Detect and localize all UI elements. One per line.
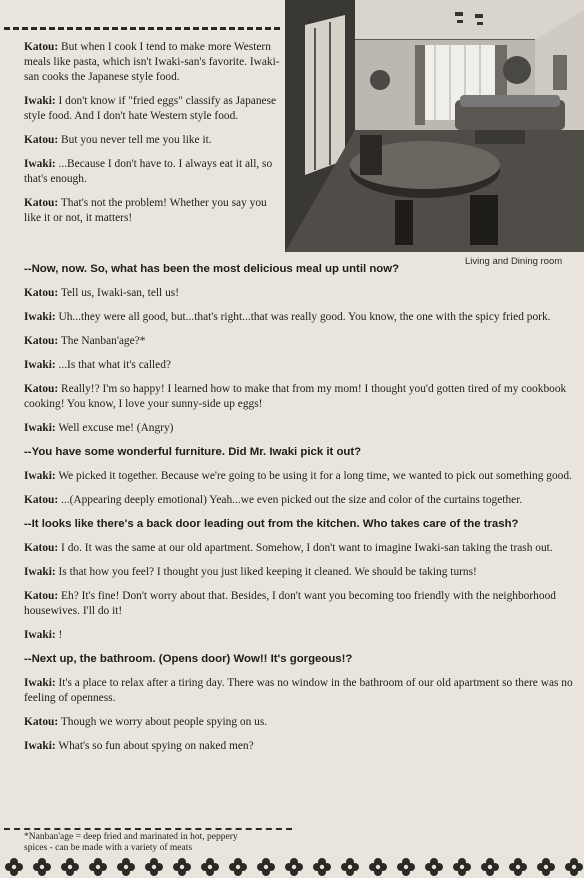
dialogue-text: We picked it together. Because we're going to be using it for a long time, we wanted to pick out something good. — [58, 470, 572, 482]
speaker-name: Iwaki: — [24, 158, 56, 170]
dialogue-text: But you never tell me you like it. — [61, 134, 212, 146]
dialogue-line — [24, 589, 580, 619]
footnote — [24, 832, 324, 854]
speaker-name: Iwaki: — [24, 470, 56, 482]
photo-caption: Living and Dining room — [465, 256, 563, 267]
dialogue-line — [24, 469, 580, 484]
speaker-name: Katou: — [24, 41, 59, 53]
speaker-name: Iwaki: — [24, 311, 56, 323]
dialogue-text: Tell us, Iwaki-san, tell us! — [60, 287, 179, 299]
dialogue-text: Though we worry about people spying on us. — [60, 716, 268, 728]
speaker-name: Katou: — [24, 590, 59, 602]
dialogue-text: ...Is that what it's called? — [58, 359, 171, 371]
dialogue-line — [24, 157, 282, 187]
speaker-name: Katou: — [24, 335, 59, 347]
speaker-name: Iwaki: — [24, 677, 56, 689]
dialogue-line — [24, 358, 580, 373]
dialogue-line — [24, 133, 282, 148]
dialogue-text: But when I cook I tend to make more Western meals like pasta, which isn't Iwaki-san's favorite. Iwaki-san cooks the Japanese style food. — [24, 41, 280, 83]
dialogue-line — [24, 676, 580, 706]
dialogue-line — [24, 421, 580, 436]
dialogue-line — [24, 310, 580, 325]
dialogue-line — [24, 40, 282, 85]
speaker-name: Iwaki: — [24, 629, 56, 641]
dialogue-text: ...Because I don't have to. I always eat it all, so that's enough. — [24, 158, 273, 185]
dialogue-line — [24, 739, 580, 754]
footnote-line: spices - can be made with a variety of meats — [24, 843, 193, 853]
dialogue-line — [24, 628, 580, 643]
speaker-name: Katou: — [24, 716, 59, 728]
dialogue-text: Eh? It's fine! Don't worry about that. Besides, I don't want you becoming too friendly with the neighborhood housewives. I'll do it! — [24, 590, 556, 617]
speaker-name: Iwaki: — [24, 95, 56, 107]
dialogue-line — [24, 334, 580, 349]
dialogue-line — [24, 94, 282, 124]
speaker-name: Katou: — [24, 383, 59, 395]
flower-border-icon — [0, 856, 584, 878]
dialogue-text: I don't know if "fried eggs" classify as Japanese style food. And I don't hate Western style food. — [24, 95, 277, 122]
dialogue-text: Well excuse me! (Angry) — [58, 422, 174, 434]
dialogue-text: ! — [58, 629, 63, 641]
top-dashed-divider — [4, 27, 280, 30]
living-room-illustration-icon — [285, 0, 584, 252]
speaker-name: Iwaki: — [24, 566, 56, 578]
speaker-name: Katou: — [24, 542, 59, 554]
decorative-flower-border — [0, 856, 584, 878]
dialogue-text: Really!? I'm so happy! I learned how to make that from my mom! I thought you'd gotten tired of my cookbook cooking! You know, I love your sunny-side up eggs! — [24, 383, 567, 410]
interview-question: --Now, now. So, what has been the most delicious meal up until now? — [24, 263, 400, 275]
living-room-illustration — [285, 0, 584, 252]
footnote-line: *Nanban'age = deep fried and marinated in hot, peppery — [24, 832, 238, 842]
speaker-name: Katou: — [24, 494, 59, 506]
dialogue-text: Is that how you feel? I thought you just liked keeping it cleaned. We should be taking turns! — [58, 566, 477, 578]
dialogue-line — [24, 382, 580, 412]
speaker-name: Katou: — [24, 134, 59, 146]
dialogue-line — [24, 286, 580, 301]
dialogue-text: I do. It was the same at our old apartment. Somehow, I don't want to imagine Iwaki-san taking the trash out. — [61, 542, 553, 554]
dialogue-text: The Nanban'age?* — [60, 335, 146, 347]
dialogue-text: Uh...they were all good, but...that's right...that was really good. You know, the one with the spicy fried pork. — [58, 311, 551, 323]
dialogue-line — [24, 493, 580, 508]
main-dialogue-column — [24, 262, 580, 763]
dialogue-line — [24, 565, 580, 580]
speaker-name: Katou: — [24, 197, 59, 209]
dialogue-line — [24, 715, 580, 730]
dialogue-line — [24, 541, 580, 556]
dialogue-text: That's not the problem! Whether you say you like it or not, it matters! — [24, 197, 267, 224]
dialogue-text: It's a place to relax after a tiring day. There was no window in the bathroom of our old apartment so there was no feeling of openness. — [24, 677, 573, 704]
dialogue-text: ...(Appearing deeply emotional) Yeah...we even picked out the size and color of the curtains together. — [61, 494, 523, 506]
dialogue-line — [24, 196, 282, 226]
interview-question: --Next up, the bathroom. (Opens door) Wow!! It's gorgeous!? — [24, 653, 353, 665]
speaker-name: Iwaki: — [24, 359, 56, 371]
speaker-name: Iwaki: — [24, 740, 56, 752]
left-dialogue-column — [24, 40, 282, 235]
footnote-dashed-divider — [4, 828, 292, 830]
interview-question: --You have some wonderful furniture. Did Mr. Iwaki pick it out? — [24, 446, 362, 458]
speaker-name: Katou: — [24, 287, 59, 299]
speaker-name: Iwaki: — [24, 422, 56, 434]
dialogue-text: What's so fun about spying on naked men? — [58, 740, 254, 752]
interview-question: --It looks like there's a back door leading out from the kitchen. Who takes care of the trash? — [24, 518, 519, 530]
